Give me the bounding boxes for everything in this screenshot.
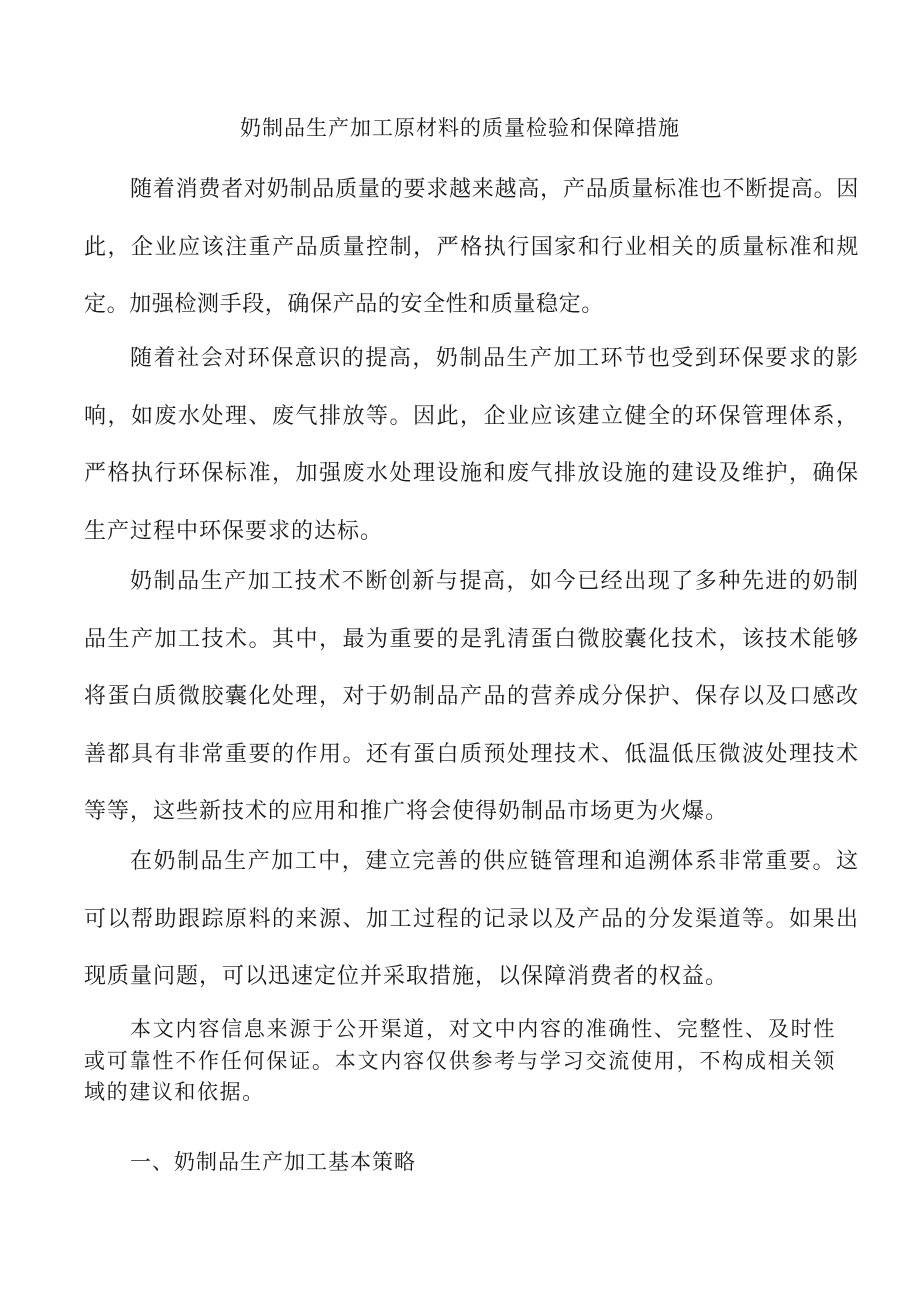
paragraph-processing-technology: 奶制品生产加工技术不断创新与提高，如今已经出现了多种先进的奶制品生产加工技术。其中，最为重要的是乳清蛋白微胶囊化技术，该技术能够将蛋白质微胶囊化处理，对于奶制品产品的营养成分保护、保存以及口感改善都具有非常重要的作用。还有蛋白质预处理技术、低温低压微波处理技术等等，这些新技术的应用和推广将会使得奶制品市场更为火爆。 [84,569,859,824]
document-title: 奶制品生产加工原材料的质量检验和保障措施 [240,116,680,140]
disclaimer-paragraph: 本文内容信息来源于公开渠道，对文中内容的准确性、完整性、及时性或可靠性不作任何保证。本文内容仅供参考与学习交流使用，不构成相关领域的建议和依据。 [84,1017,836,1104]
paragraph-quality-standards: 随着消费者对奶制品质量的要求越来越高，产品质量标准也不断提高。因此，企业应该注重产品质量控制，严格执行国家和行业相关的质量标准和规定。加强检测手段，确保产品的安全性和质量稳定。 [84,177,859,317]
section-heading: 一、奶制品生产加工基本策略 [130,1150,416,1174]
paragraph-environmental-protection: 随着社会对环保意识的提高，奶制品生产加工环节也受到环保要求的影响，如废水处理、废气排放等。因此，企业应该建立健全的环保管理体系，严格执行环保标准，加强废水处理设施和废气排放设施的建设及维护，确保生产过程中环保要求的达标。 [84,346,859,544]
paragraph-supply-chain-traceability: 在奶制品生产加工中，建立完善的供应链管理和追溯体系非常重要。这可以帮助跟踪原料的来源、加工过程的记录以及产品的分发渠道等。如果出现质量问题，可以迅速定位并采取措施，以保障消费者的权益。 [84,849,859,989]
